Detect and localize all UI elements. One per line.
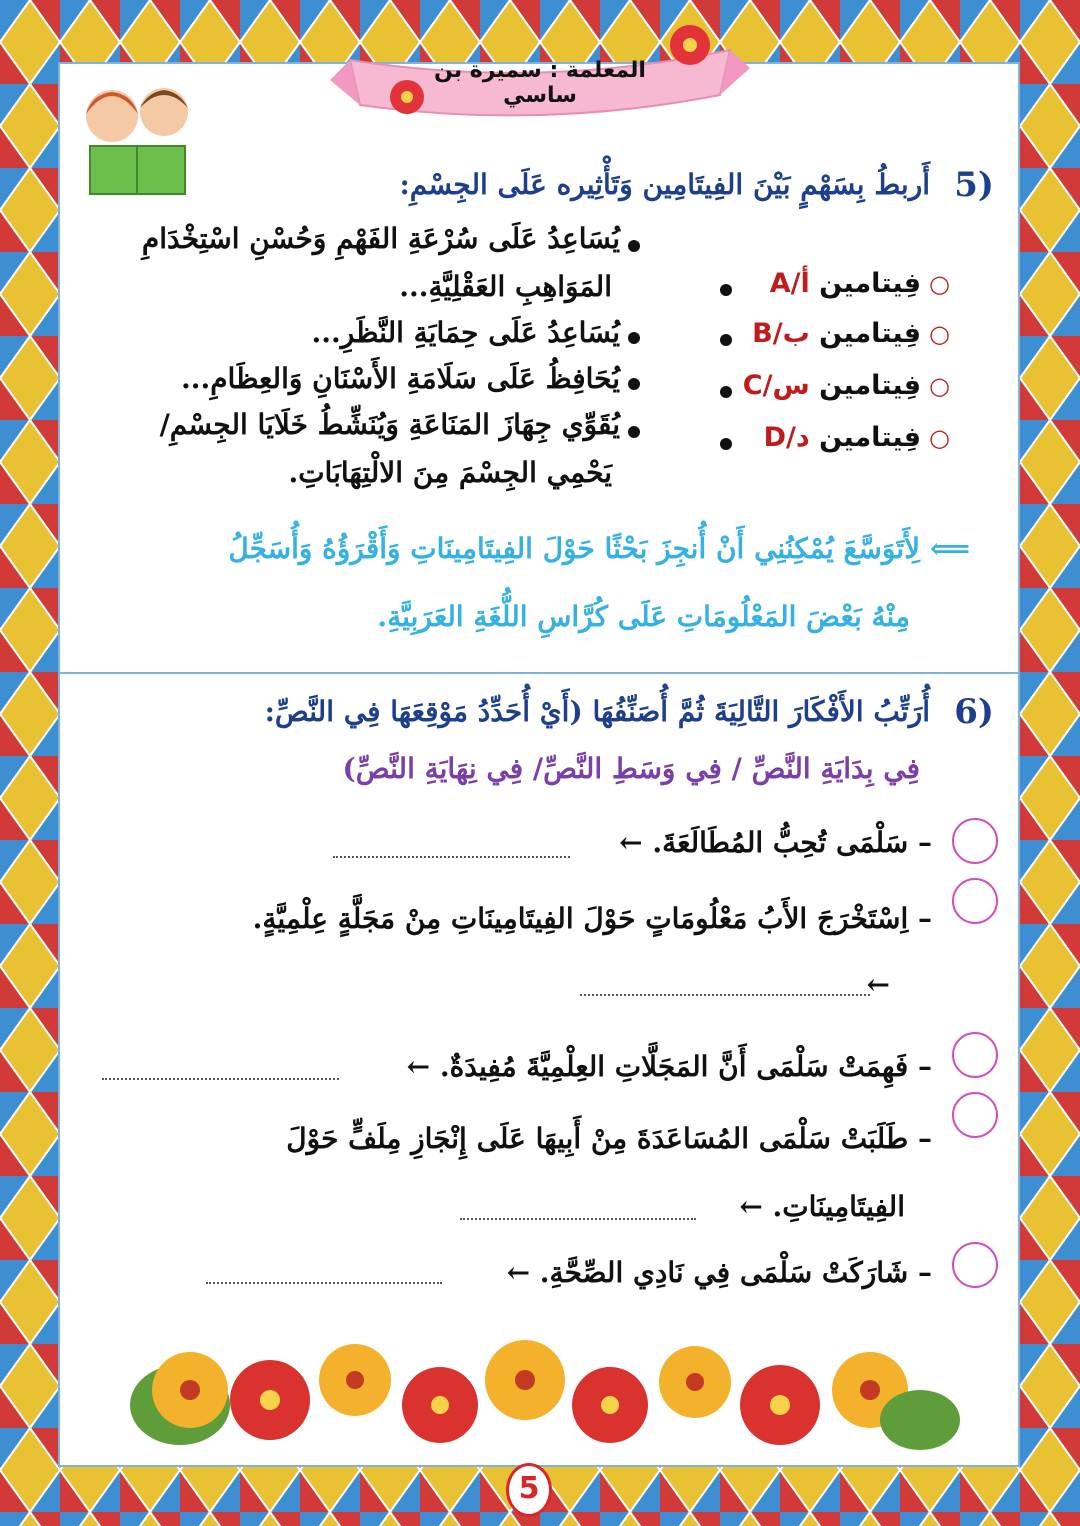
idea-3: – فَهِمَتْ سَلْمَى أَنَّ المَجَلَّاتِ العِلْمِيَّةَ مُفِيدَةٌ. ← (406, 1050, 932, 1083)
answer-line[interactable] (580, 994, 870, 996)
extension-line-1: ⟸ لِأَتَوَسَّعَ يُمْكِنُنِي أَنْ أُنجِزَ بَحْثًا حَوْلَ الفِيتَامِينَاتِ وَأَقْرَؤُهُ وَأُسَجِّلُ (228, 532, 970, 565)
effect-3: يُحَافِظُ عَلَى سَلَامَةِ الأَسْنَانِ وَالعِظَامِ... (180, 362, 620, 395)
flower-garland-decoration (120, 1310, 960, 1460)
answer-line[interactable] (333, 856, 570, 858)
answer-circle[interactable] (952, 1242, 998, 1288)
vitamin-c-dot[interactable] (720, 386, 732, 398)
answer-circle[interactable] (952, 1092, 998, 1138)
vitamin-a-dot[interactable] (720, 284, 732, 296)
children-reading-icon (72, 78, 202, 198)
question-6-subtitle: فِي بِدَايَةِ النَّصِّ / فِي وَسَطِ النَّصِّ/ فِي نِهَايَةِ النَّصِّ) (342, 752, 920, 785)
flower-icon (385, 75, 430, 120)
answer-circle[interactable] (952, 878, 998, 924)
answer-circle[interactable] (952, 1032, 998, 1078)
section-divider (58, 672, 1020, 674)
vitamin-d: ○فِيتامين د/D (763, 422, 950, 453)
vitamin-b-dot[interactable] (720, 334, 732, 346)
vitamin-c: ○فِيتامين س/C (742, 370, 950, 401)
idea-5: – شَارَكَتْ سَلْمَى فِي نَادِي الصِّحَّةِ. ← (506, 1256, 932, 1289)
vitamin-a: ○فِيتامين أ/A (769, 268, 950, 299)
bullet (628, 426, 640, 438)
idea-4-line-1: – طَلَبَتْ سَلْمَى المُسَاعَدَةَ مِنْ أَبِيهَا عَلَى إِنْجَازِ مِلَفٍّ حَوْلَ (286, 1122, 932, 1155)
effect-1-line-2: المَوَاهِبِ العَقْلِيَّةِ... (399, 270, 612, 303)
circle-bullet-icon: ○ (929, 424, 950, 452)
circle-bullet-icon: ○ (929, 320, 950, 348)
page-number: 5 (506, 1463, 552, 1517)
flower-icon (665, 20, 715, 70)
effect-1-line-1: يُسَاعِدُ عَلَى سُرْعَةِ الفَهْمِ وَحُسْنِ اسْتِخْدَامِ (141, 222, 620, 255)
question-6-number: 6) (954, 692, 994, 732)
circle-bullet-icon: ○ (929, 372, 950, 400)
effect-4-line-1: يُقَوِّي جِهَازَ المَنَاعَةِ وَيُنَشِّطُ خَلَايَا الجِسْمِ/ (159, 408, 620, 441)
idea-2-arrow: ← (866, 968, 890, 1001)
circle-bullet-icon: ○ (929, 270, 950, 298)
answer-line[interactable] (102, 1078, 339, 1080)
vitamin-d-dot[interactable] (720, 438, 732, 450)
bullet (628, 240, 640, 252)
answer-line[interactable] (206, 1282, 442, 1284)
bullet (628, 332, 640, 344)
question-6-title: أُرَتِّبُ الأَفْكَارَ التَّالِيَةَ ثُمَّ أُصَنِّفُهَا (أَيْ أُحَدِّدُ مَوْقِعَهَا فِي النَّصِّ: (264, 695, 930, 728)
bullet (628, 378, 640, 390)
effect-2: يُسَاعِدُ عَلَى حِمَايَةِ النَّظَرِ... (311, 316, 620, 349)
vitamin-b: ○فِيتامين ب/B (752, 318, 950, 349)
idea-4-line-2: الفِيتَامِينَاتِ. ← (739, 1190, 905, 1223)
answer-line[interactable] (460, 1218, 696, 1220)
teacher-name: المعلمة : سميرة بن ساسي (434, 58, 646, 108)
idea-2: – اِسْتَخْرَجَ الأَبُ مَعْلُومَاتٍ حَوْلَ الفِيتَامِينَاتِ مِنْ مَجَلَّةٍ عِلْمِيَّةٍ. (252, 902, 932, 935)
question-5-title: أَربطُ بِسَهْمٍ بَيْنَ الفِيتَامِين وَتَأْثِيره عَلَى الجِسْمِ: (399, 168, 930, 201)
idea-1: – سَلْمَى تُحِبُّ المُطَالَعَةَ. ← (619, 826, 932, 859)
extension-line-2: مِنْهُ بَعْضَ المَعْلُومَاتِ عَلَى كُرَّاسِ اللُّغَةِ العَرَبِيَّةِ. (377, 600, 910, 633)
answer-circle[interactable] (952, 818, 998, 864)
effect-4-line-2: يَحْمِي الجِسْمَ مِنَ الالْتِهَابَاتِ. (288, 456, 612, 489)
question-5-number: 5) (954, 165, 994, 205)
